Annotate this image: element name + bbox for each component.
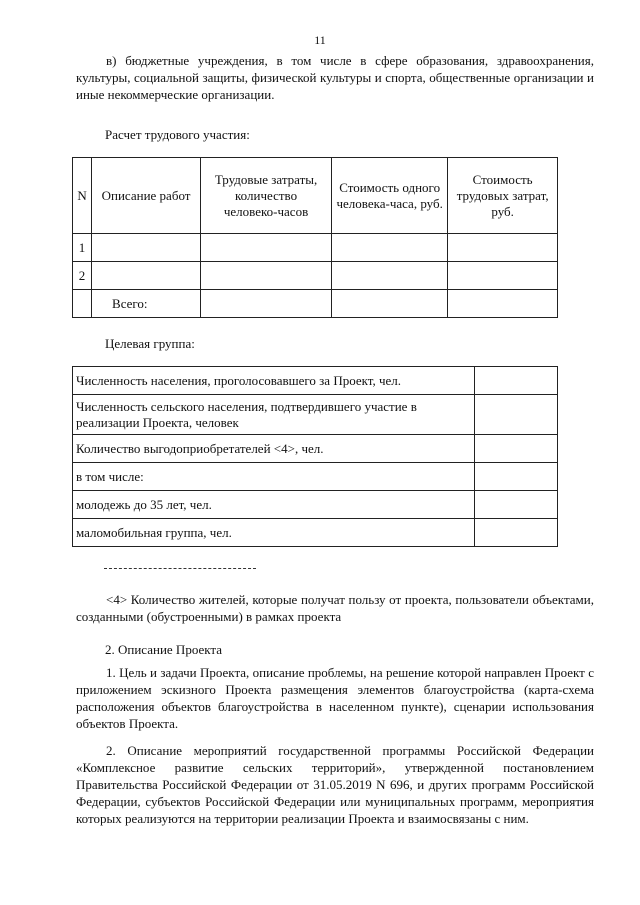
section2-title: 2. Описание Проекта xyxy=(105,642,223,657)
target-value xyxy=(475,395,558,435)
target-value xyxy=(475,491,558,519)
target-value xyxy=(475,519,558,547)
page-number: 11 xyxy=(314,33,326,47)
table-row xyxy=(73,262,558,290)
labor-section-title: Расчет трудового участия: xyxy=(105,127,250,142)
target-label: Количество выгодоприобретателей <4>, чел. xyxy=(73,435,475,463)
section2-item-1: 1. Цель и задачи Проекта, описание проблемы, на решение которой направлен Проект с приложением эскизного Проекта размещения элементов благоустройства (карта-схема расположения объектов благоустройства в населенном пункте), сценарии использования объектов Проекта. xyxy=(76,665,594,731)
total-labor xyxy=(201,290,332,318)
row-description xyxy=(92,234,201,262)
target-value xyxy=(475,435,558,463)
header-total: Стоимость трудовых затрат, руб. xyxy=(448,158,558,234)
total-row xyxy=(73,290,558,318)
section2-item-2: 2. Описание мероприятий государственной программы Российской Федерации «Комплексное развитие сельских территорий», утвержденной постановлением Правительства Российской Федерации от 31.05.2019 N 696, и других программ Российской Федерации, субъектов Российской Федерации или муниципальных программ, мероприятия которых реализуются на территории реализации Проекта и взаимосвязаны с ним. xyxy=(76,743,594,826)
row-labor xyxy=(201,234,332,262)
table-row xyxy=(73,519,558,547)
target-value xyxy=(475,463,558,491)
header-n: N xyxy=(73,158,92,234)
total-label: Всего: xyxy=(92,290,201,318)
table-row xyxy=(73,234,558,262)
row-description xyxy=(92,262,201,290)
target-label: Численность населения, проголосовавшего за Проект, чел. xyxy=(73,367,475,395)
table-row xyxy=(73,435,558,463)
target-label: молодежь до 35 лет, чел. xyxy=(73,491,475,519)
intro-paragraph: в) бюджетные учреждения, в том числе в сфере образования, здравоохранения, культуры, социальной защиты, физической культуры и спорта, общественные организации и иные некоммерческие организации. xyxy=(76,53,594,102)
target-label: маломобильная группа, чел. xyxy=(73,519,475,547)
target-value xyxy=(475,367,558,395)
labor-table xyxy=(72,157,558,318)
row-number: 2 xyxy=(73,262,92,290)
footnote-separator xyxy=(104,568,256,569)
total-row-number xyxy=(73,290,92,318)
table-row xyxy=(73,491,558,519)
row-total xyxy=(448,234,558,262)
row-cost xyxy=(332,234,448,262)
labor-table-header-row xyxy=(73,158,558,234)
total-sum xyxy=(448,290,558,318)
row-number: 1 xyxy=(73,234,92,262)
target-label: в том числе: xyxy=(73,463,475,491)
header-description: Описание работ xyxy=(92,158,201,234)
target-section-title: Целевая группа: xyxy=(105,336,195,351)
target-label: Численность сельского населения, подтвердившего участие в реализации Проекта, человек xyxy=(73,395,475,435)
row-labor xyxy=(201,262,332,290)
table-row xyxy=(73,395,558,435)
table-row xyxy=(73,463,558,491)
header-labor: Трудовые затраты, количество человеко-часов xyxy=(201,158,332,234)
target-table xyxy=(72,366,558,547)
footnote-text: <4> Количество жителей, которые получат пользу от проекта, пользователи объектами, созданными (обустроенными) в рамках проекта xyxy=(76,592,594,624)
table-row xyxy=(73,367,558,395)
total-cost xyxy=(332,290,448,318)
row-cost xyxy=(332,262,448,290)
header-cost: Стоимость одного человека-часа, руб. xyxy=(332,158,448,234)
row-total xyxy=(448,262,558,290)
